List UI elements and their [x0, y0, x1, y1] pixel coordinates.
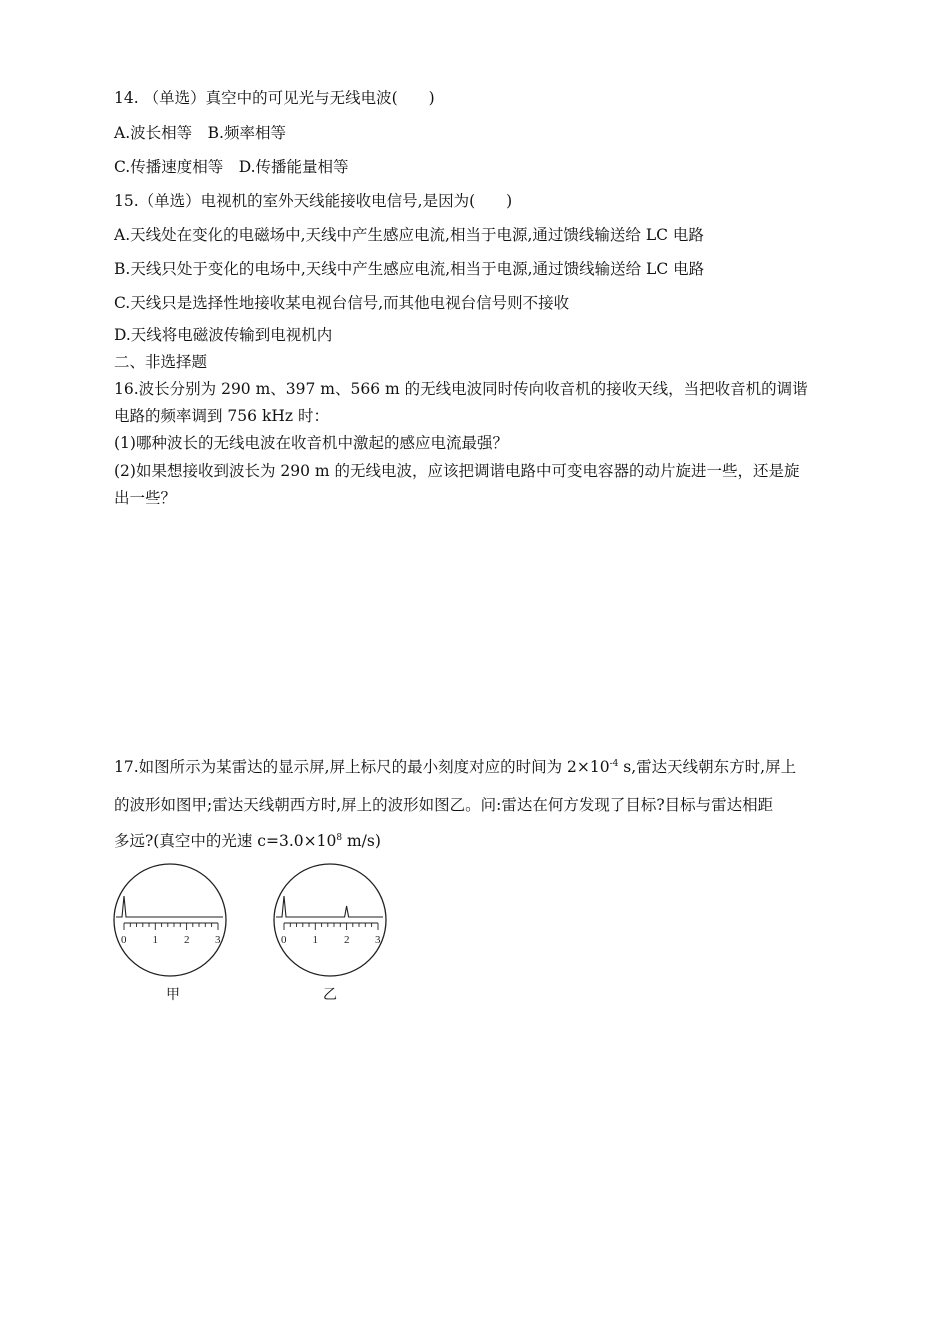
q16-part2-line1: (2)如果想接收到波长为 290 m 的无线电波，应该把调谐电路中可变电容器的动片旋进一些，还是旋	[114, 462, 800, 480]
q16-stem-line2: 电路的频率调到 756 kHz 时：	[114, 407, 329, 425]
q17-line2: 的波形如图甲;雷达天线朝西方时,屏上的波形如图乙。问:雷达在何方发现了目标?目标与雷达相距	[114, 796, 774, 814]
q16-part1: (1)哪种波长的无线电波在收音机中激起的感应电流最强？	[114, 434, 508, 452]
caption-jia: 甲	[166, 987, 180, 1003]
q15-option-b: B.天线只处于变化的电场中,天线中产生感应电流,相当于电源,通过馈线输送给 LC 电路	[114, 260, 705, 278]
tick-label-1: 1	[312, 934, 318, 946]
q17-exponent-2: 8	[336, 833, 343, 843]
q17-line1-text: 17.如图所示为某雷达的显示屏,屏上标尺的最小刻度对应的时间为 2×10	[114, 758, 610, 776]
tick-label-3: 3	[215, 934, 221, 946]
q15-option-a: A.天线处在变化的电磁场中,天线中产生感应电流,相当于电源,通过馈线输送给 LC 电路	[114, 226, 704, 244]
radar-screen-yi	[272, 862, 392, 982]
scale-ticks	[124, 923, 218, 930]
screen-circle	[274, 864, 386, 976]
q17-line1-tail: s,雷达天线朝东方时,屏上	[618, 758, 797, 776]
q17-exponent-1: -4	[609, 759, 619, 769]
q15-option-d: D.天线将电磁波传输到电视机内	[114, 326, 333, 344]
q15-option-c: C.天线只是选择性地接收某电视台信号,而其他电视台信号则不接收	[114, 294, 570, 312]
waveform-jia	[116, 896, 223, 917]
scale-ticks	[284, 923, 378, 930]
tick-label-2: 2	[344, 934, 350, 946]
tick-label-3: 3	[375, 934, 381, 946]
radar-screen-jia	[112, 862, 232, 982]
q14-options-ab: A.波长相等 B.频率相等	[114, 124, 286, 142]
q17-line3-text: 多远?(真空中的光速 c=3.0×10	[114, 832, 337, 850]
waveform-yi	[276, 896, 383, 917]
q14-options-cd: C.传播速度相等 D.传播能量相等	[114, 158, 349, 176]
screen-circle	[114, 864, 226, 976]
q17-line1	[114, 757, 796, 777]
q16-stem-line1: 16.波长分别为 290 m、397 m、566 m 的无线电波同时传向收音机的接收天线，当把收音机的调谐	[114, 380, 808, 398]
q17-line3-tail: m/s)	[342, 832, 381, 850]
tick-label-0: 0	[281, 934, 287, 946]
q16-part2-line2: 出一些？	[114, 489, 177, 507]
q15-stem: 15.（单选）电视机的室外天线能接收电信号,是因为( )	[114, 192, 513, 210]
tick-label-2: 2	[184, 934, 190, 946]
tick-label-0: 0	[121, 934, 127, 946]
section-heading: 二、非选择题	[114, 353, 208, 371]
q14-stem: 14. （单选）真空中的可见光与无线电波( )	[114, 89, 435, 107]
caption-yi: 乙	[323, 987, 337, 1003]
q17-line3	[114, 831, 381, 851]
tick-label-1: 1	[152, 934, 158, 946]
